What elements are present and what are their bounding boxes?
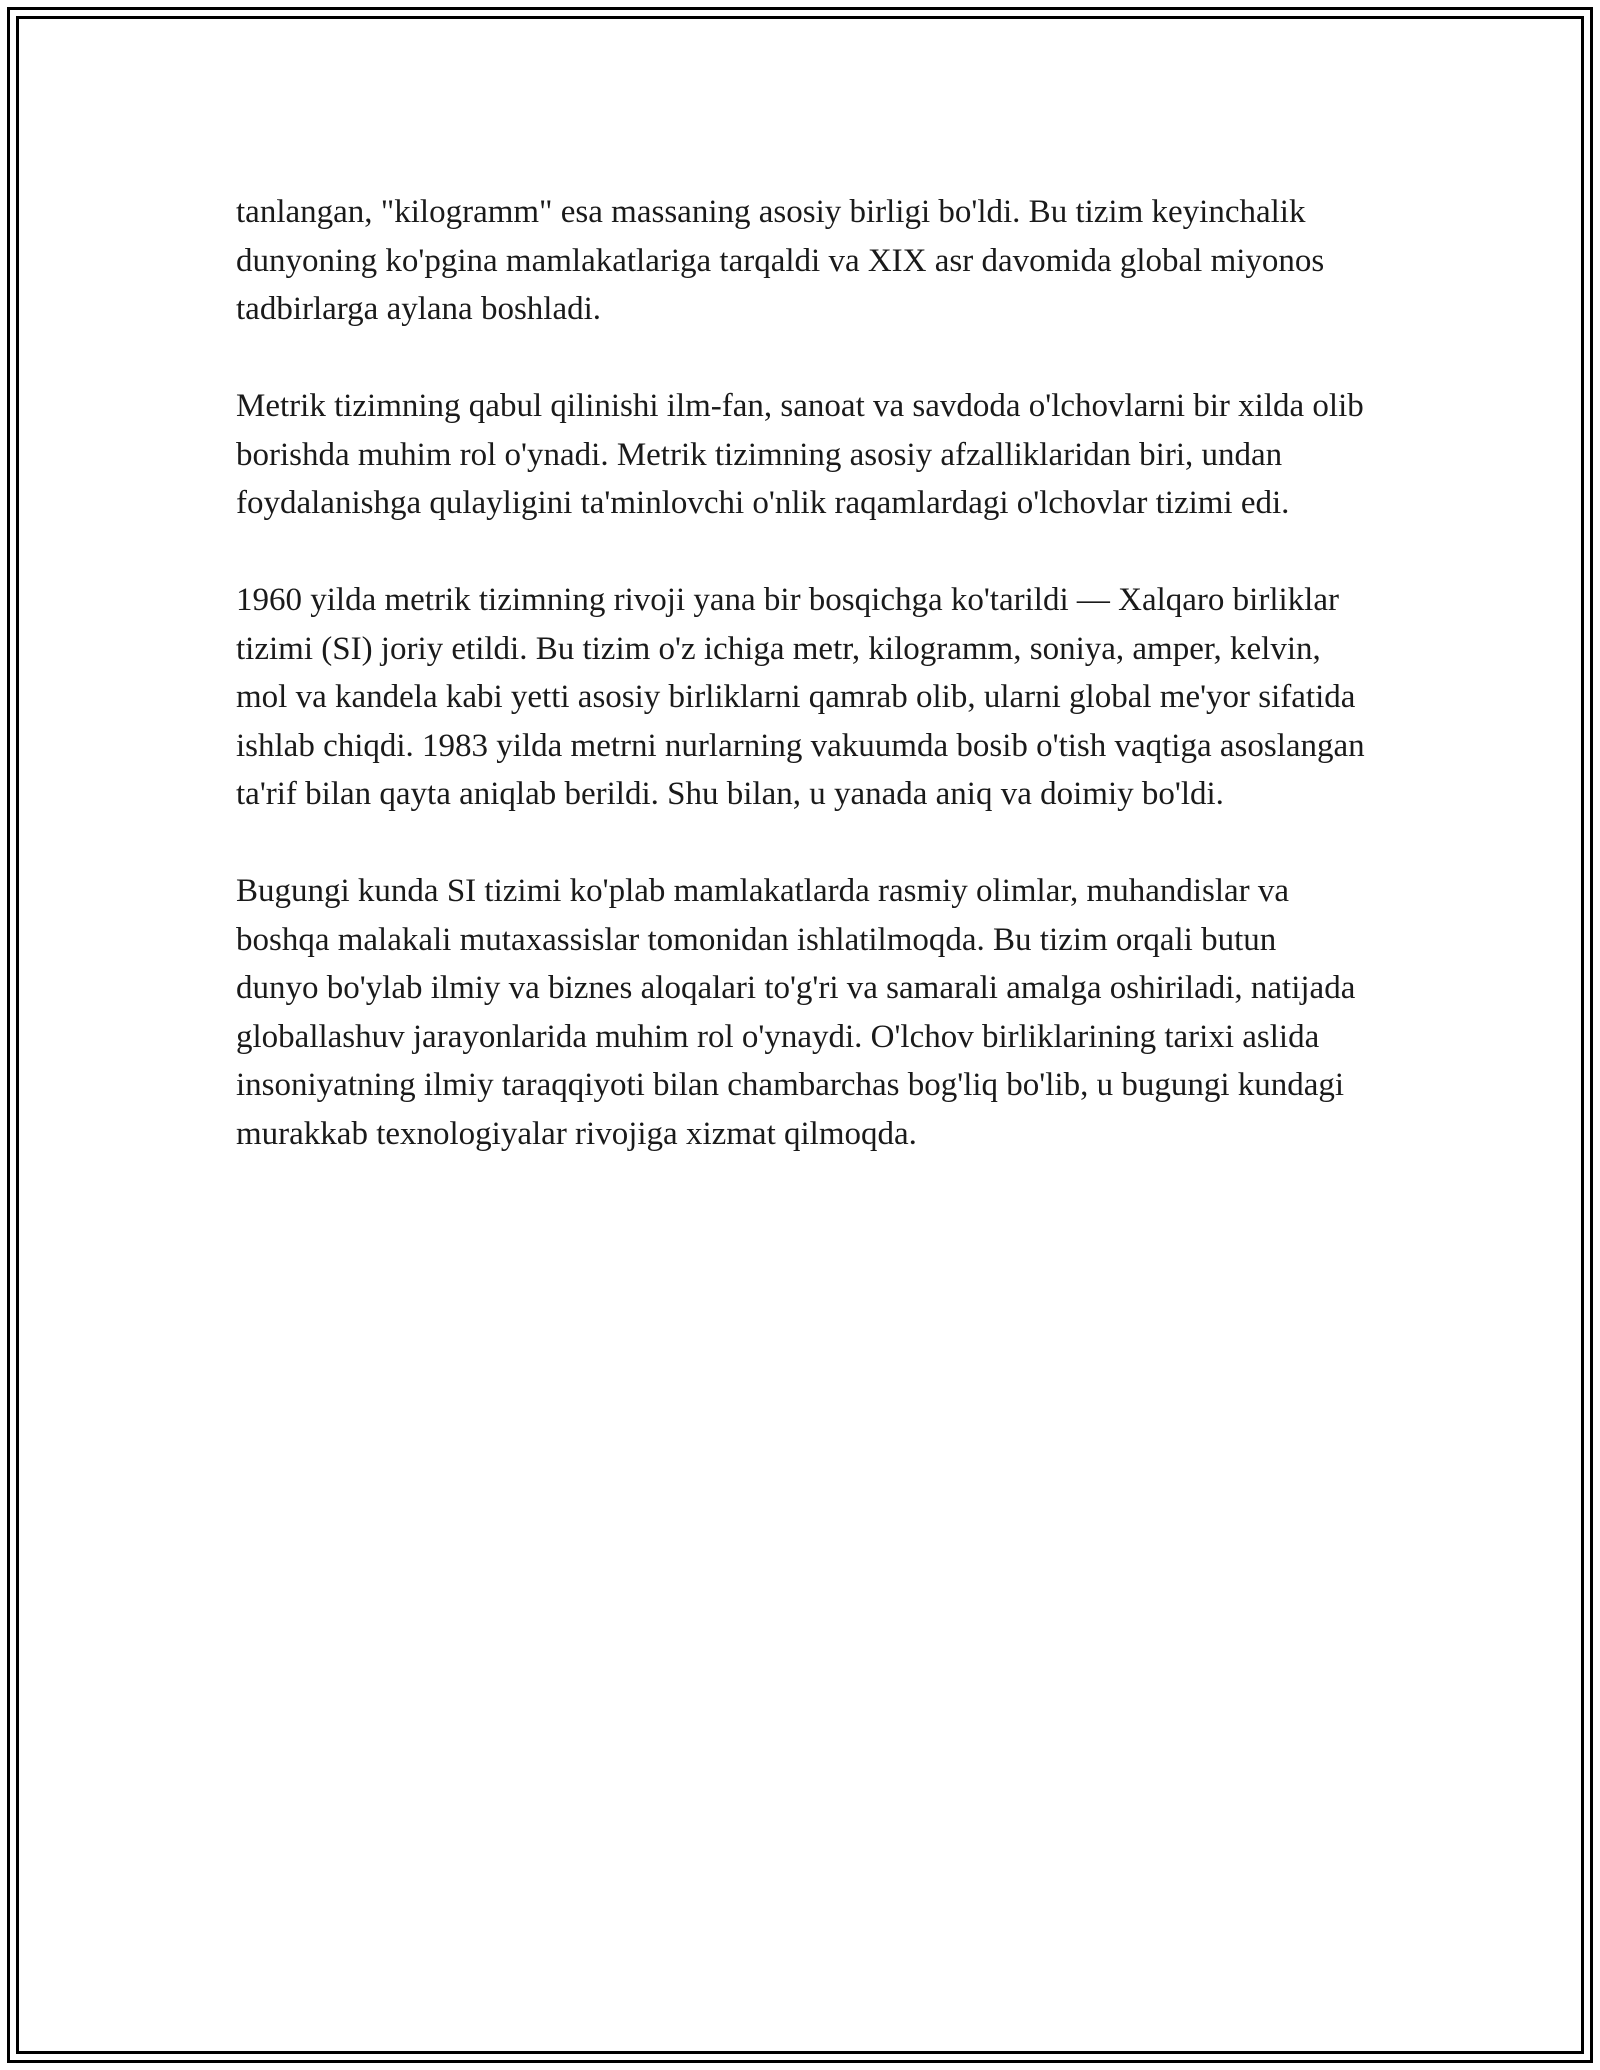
paragraph: 1960 yilda metrik tizimning rivoji yana bir bosqichga ko'tarildi — Xalqaro birliklar tizimi (SI) joriy etildi. Bu tizim o'z ichiga metr, kilogramm, soniya, amper, kelvin, mol va kandela kabi yetti asosiy birliklarni qamrab olib, ularni global me'yor sifatida ishlab chiqdi. 1983 yilda metrni nurlarning vakuumda bosib o'tish vaqtiga asoslangan ta'rif bilan qayta aniqlab berildi. Shu bilan, u yanada aniq va doimiy bo'ldi. bbox=[236, 582, 1365, 812]
paragraph: Bugungi kunda SI tizimi ko'plab mamlakatlarda rasmiy olimlar, muhandislar va boshqa malakali mutaxassislar tomonidan ishlatilmoqda. Bu tizim orqali butun dunyo bo'ylab ilmiy va biznes aloqalari to'g'ri va samarali amalga oshiriladi, natijada globallashuv jarayonlarida muhim rol o'ynaydi. O'lchov birliklarining tarixi aslida insoniyatning ilmiy taraqqiyoti bilan chambarchas bog'liq bo'lib, u bugungi kundagi murakkab texnologiyalar rivojiga xizmat qilmoqda. bbox=[236, 873, 1356, 1152]
document-body bbox=[236, 188, 1366, 1158]
paragraph: tanlangan, "kilogramm" esa massaning asosiy birligi bo'ldi. Bu tizim keyinchalik dunyoning ko'pgina mamlakatlariga tarqaldi va XIX asr davomida global miyonos tadbirlarga aylana boshladi. bbox=[236, 194, 1325, 327]
paragraph: Metrik tizimning qabul qilinishi ilm-fan, sanoat va savdoda o'lchovlarni bir xilda olib borishda muhim rol o'ynadi. Metrik tizimning asosiy afzalliklaridan biri, undan foydalanishga qulayligini ta'minlovchi o'nlik raqamlardagi o'lchovlar tizimi edi. bbox=[236, 388, 1364, 521]
